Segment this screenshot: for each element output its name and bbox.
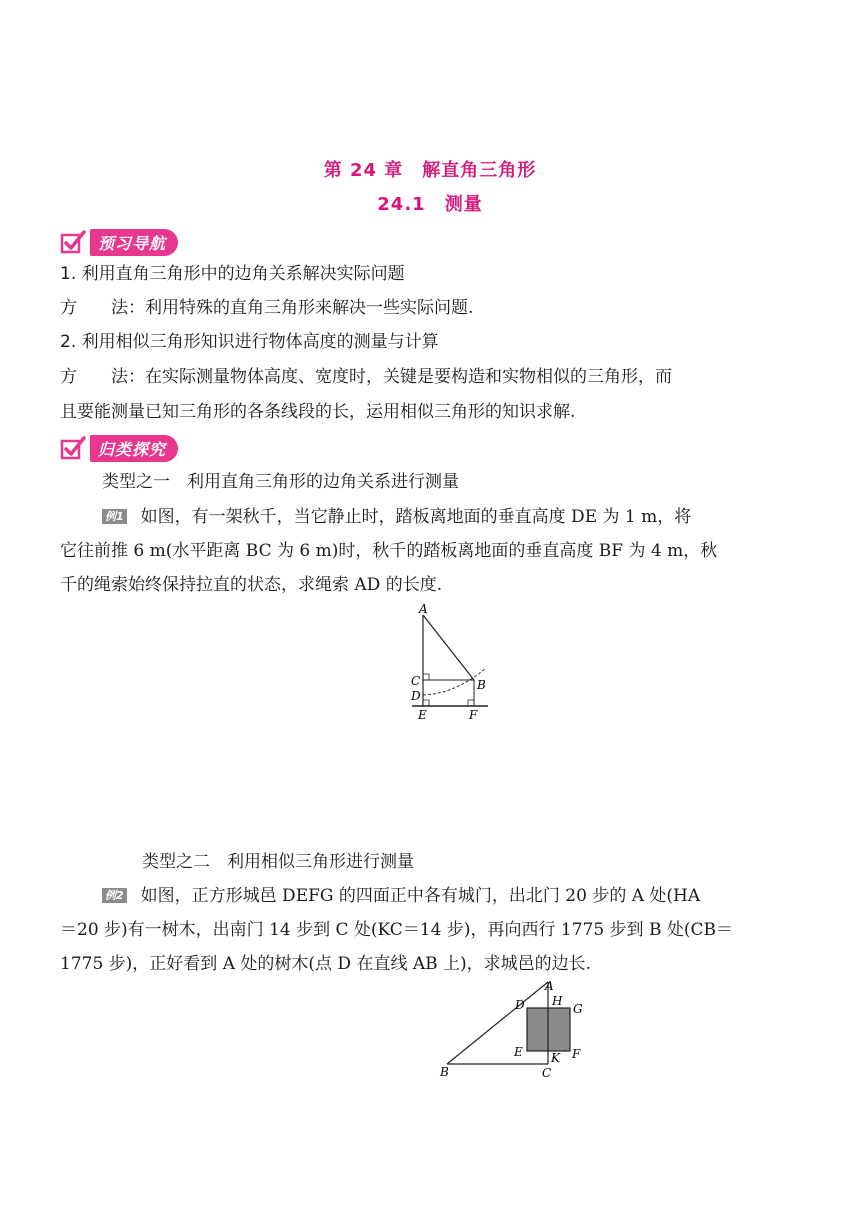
type2-heading: 类型之二 利用相似三角形进行测量 bbox=[142, 852, 414, 872]
label-F: F bbox=[469, 708, 478, 722]
label-B: B bbox=[440, 1065, 449, 1079]
type2-line1 bbox=[102, 880, 802, 913]
method-text: 在实际测量物体高度、宽度时，关键是要构造和实物相似的三角形，而 bbox=[145, 367, 672, 387]
type1-heading: 类型之一 利用直角三角形的边角关系进行测量 bbox=[102, 472, 459, 492]
type1-line1 bbox=[102, 501, 802, 534]
label-E: E bbox=[514, 1045, 523, 1059]
preview-item1-method bbox=[60, 292, 800, 325]
label-A: A bbox=[545, 979, 554, 993]
label-E: E bbox=[418, 708, 427, 722]
preview-banner bbox=[60, 228, 178, 256]
section-title: 24.1 测量 bbox=[377, 194, 483, 215]
preview-item2-title: 2. 利用相似三角形知识进行物体高度的测量与计算 bbox=[60, 332, 439, 352]
label-A: A bbox=[419, 602, 428, 616]
label-C: C bbox=[542, 1066, 552, 1080]
preview-item1-title: 1. 利用直角三角形中的边角关系解决实际问题 bbox=[60, 264, 405, 284]
method-label: 方 法： bbox=[60, 367, 145, 387]
type2-line3: 1775 步)，正好看到 A 处的树木(点 D 在直线 AB 上)，求城邑的边长. bbox=[60, 954, 592, 974]
checkbox-icon bbox=[60, 435, 86, 461]
label-K: K bbox=[551, 1051, 560, 1065]
classify-banner-label: 归类探究 bbox=[90, 435, 178, 462]
example-tag: 例1 bbox=[102, 509, 127, 524]
method-label: 方 法： bbox=[60, 298, 145, 318]
problem-text: 如图，正方形城邑 DEFG 的四面正中各有城门，出北门 20 步的 A 处(HA bbox=[140, 886, 701, 906]
label-D: D bbox=[515, 998, 525, 1012]
label-C: C bbox=[411, 674, 421, 688]
checkbox-icon bbox=[60, 229, 86, 255]
label-B: B bbox=[477, 678, 486, 692]
city-figure bbox=[435, 978, 595, 1084]
swing-figure bbox=[400, 600, 500, 725]
chapter-title: 第 24 章 解直角三角形 bbox=[323, 160, 537, 181]
label-D: D bbox=[411, 689, 421, 703]
method-text: 利用特殊的直角三角形来解决一些实际问题. bbox=[145, 298, 474, 318]
label-F: F bbox=[572, 1047, 581, 1061]
classify-banner bbox=[60, 434, 178, 462]
preview-item2-method-cont: 且要能测量已知三角形的各条线段的长，运用相似三角形的知识求解. bbox=[60, 402, 576, 422]
problem-text: 如图，有一架秋千，当它静止时，踏板离地面的垂直高度 DE 为 1 m，将 bbox=[140, 507, 692, 527]
example-tag: 例2 bbox=[102, 888, 127, 903]
type1-line3: 千的绳索始终保持拉直的状态，求绳索 AD 的长度. bbox=[60, 575, 443, 595]
preview-banner-label: 预习导航 bbox=[90, 229, 178, 256]
type1-line2: 它往前推 6 m(水平距离 BC 为 6 m)时，秋千的踏板离地面的垂直高度 BF 为 4 m，秋 bbox=[60, 541, 718, 561]
label-G: G bbox=[573, 1002, 583, 1016]
preview-item2-method bbox=[60, 361, 800, 394]
label-H: H bbox=[552, 994, 563, 1008]
type2-line2: ＝20 步)有一树木，出南门 14 步到 C 处(KC＝14 步)，再向西行 1775 步到 B 处(CB＝ bbox=[60, 920, 733, 940]
